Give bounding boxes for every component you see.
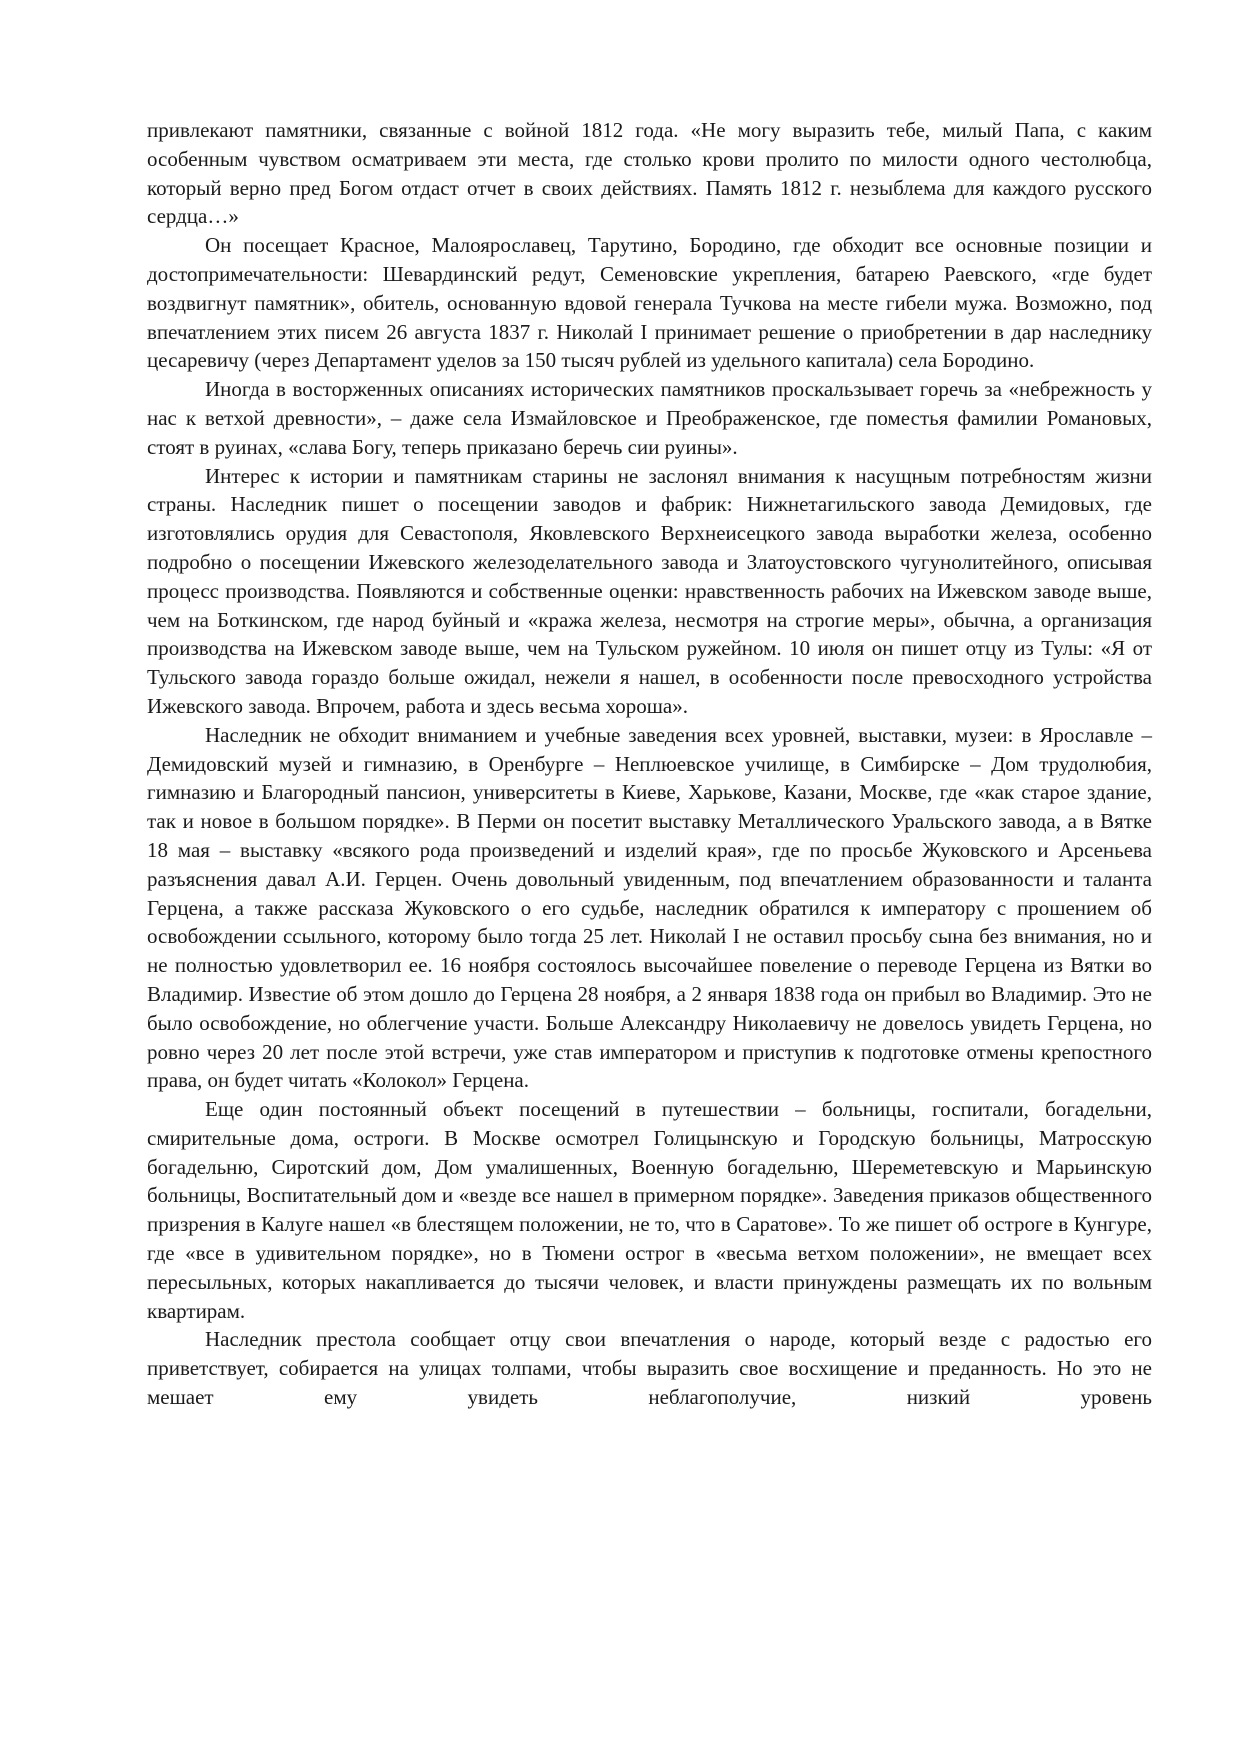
paragraph-6: Еще один постоянный объект посещений в путешествии – больницы, госпитали, богадельни, смирительные дома, остроги. В Москве осмотрел Голицынскую и Городскую больницы, Матросскую богадельню, Сиротский дом, Дом умалишенных, Военную богадельню, Шереметевскую и Марьинскую больницы, Воспитательный дом и «везде все нашел в примерном порядке». Заведения приказов общественного призрения в Калуге нашел «в блестящем положении, не то, что в Саратове». То же пишет об остроге в Кунгуре, где «все в удивительном порядке», но в Тюмени острог в «весьма ветхом положении», не вмещает всех пересыльных, которых накапливается до тысячи человек, и власти принуждены размещать их по вольным квартирам. (147, 1097, 1152, 1323)
paragraph-7: Наследник престола сообщает отцу свои впечатления о народе, который везде с радостью его приветствует, собирается на улицах толпами, чтобы выразить свое восхищение и преданность. Но это не мешает ему увидеть неблагополучие, низкий уровень (147, 1327, 1152, 1410)
paragraph-4: Интерес к истории и памятникам старины не заслонял внимания к насущным потребностям жизни страны. Наследник пишет о посещении заводов и фабрик: Нижнетагильского завода Демидовых, где изготовлялись орудия для Севастополя, Яковлевского Верхнеисецкого завода выработки железа, особенно подробно о посещении Ижевского железоделательного завода и Златоустовского чугунолитейного, описывая процесс производства. Появляются и собственные оценки: нравственность рабочих на Ижевском заводе выше, чем на Боткинском, где народ буйный и «кража железа, несмотря на строгие меры», обычна, а организация производства на Ижевском заводе выше, чем на Тульском ружейном. 10 июля он пишет отцу из Тулы: «Я от Тульского завода гораздо больше ожидал, нежели я нашел, в особенности после превосходного устройства Ижевского завода. Впрочем, работа и здесь весьма хороша». (147, 463, 1152, 718)
document-page (147, 116, 1152, 1412)
paragraph-3: Иногда в восторженных описаниях исторических памятников проскальзывает горечь за «небрежность у нас к ветхой древности», – даже села Измайловское и Преображенское, где поместья фамилии Романовых, стоят в руинах, «слава Богу, теперь приказано беречь сии руины». (147, 377, 1152, 459)
paragraph-5: Наследник не обходит вниманием и учебные заведения всех уровней, выставки, музеи: в Ярославле – Демидовский музей и гимназию, в Оренбурге – Неплюевское училище, в Симбирске – Дом трудолюбия, гимназию и Благородный пансион, университеты в Киеве, Харькове, Казани, Москве, где «как старое здание, так и новое в большом порядке». В Перми он посетит выставку Металлического Уральского завода, а в Вятке 18 мая – выставку «всякого рода произведений и изделий края», где по просьбе Жуковского и Арсеньева разъяснения давал А.И. Герцен. Очень довольный увиденным, под впечатлением образованности и таланта Герцена, а также рассказа Жуковского о его судьбе, наследник обратился к императору с прошением об освобождении ссыльного, которому было тогда 25 лет. Николай I не оставил просьбу сына без внимания, но и не полностью удовлетворил ее. 16 ноября состоялось высочайшее повеление о переводе Герцена из Вятки во Владимир. Известие об этом дошло до Герцена 28 ноября, а 2 января 1838 года он прибыл во Владимир. Это не было освобождение, но облегчение участи. Больше Александру Николаевичу не довелось увидеть Герцена, но ровно через 20 лет после этой встречи, уже став императором и приступив к подготовке отмены крепостного права, он будет читать «Колокол» Герцена. (147, 722, 1152, 1093)
paragraph-2: Он посещает Красное, Малоярославец, Тарутино, Бородино, где обходит все основные позиции и достопримечательности: Шевардинский редут, Семеновские укрепления, батарею Раевского, «где будет воздвигнут памятник», обитель, основанную вдовой генерала Тучкова на месте гибели мужа. Возможно, под впечатлением этих писем 26 августа 1837 г. Николай I принимает решение о приобретении в дар наследнику цесаревичу (через Департамент уделов за 150 тысяч рублей из удельного капитала) села Бородино. (147, 233, 1152, 373)
paragraph-1: привлекают памятники, связанные с войной 1812 года. «Не могу выразить тебе, милый Папа, с каким особенным чувством осматриваем эти места, где столько крови пролито по милости одного честолюбца, который верно пред Богом отдаст отчет в своих действиях. Память 1812 г. незыблема для каждого русского сердца…» (147, 118, 1152, 229)
